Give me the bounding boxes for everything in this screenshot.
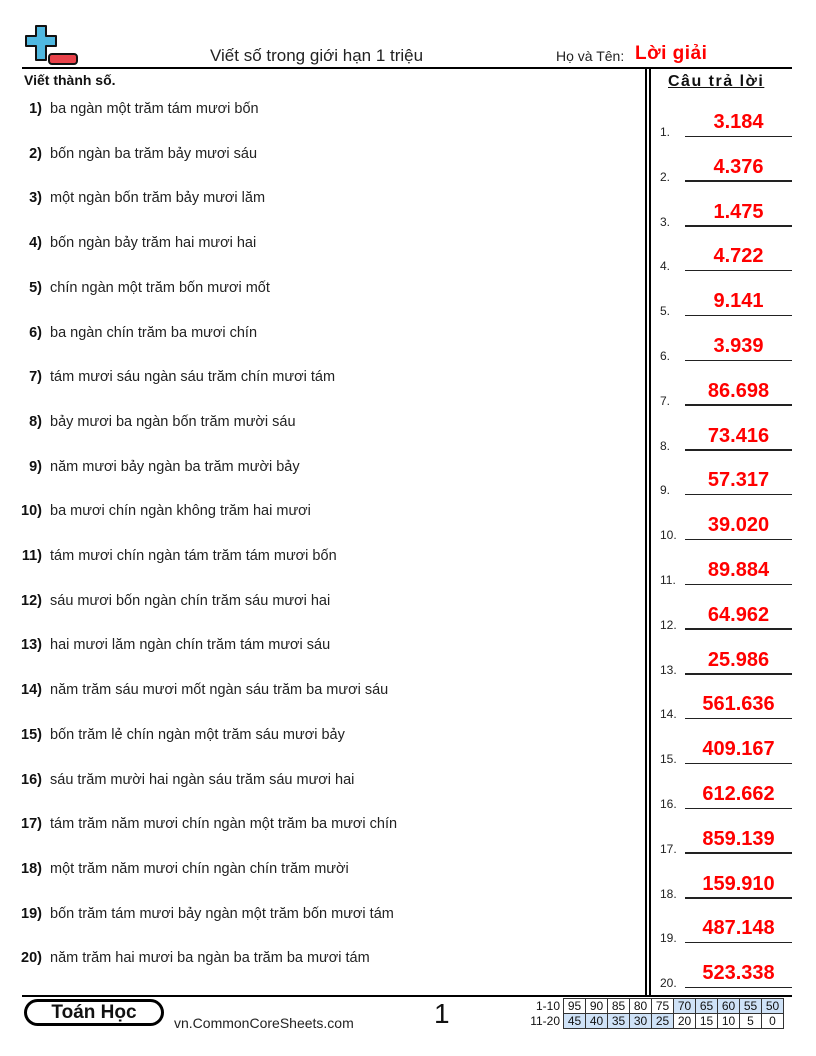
question-number: 15)	[21, 726, 42, 743]
answer-number: 19.	[660, 931, 677, 946]
question-text: bốn trăm lẻ chín ngàn một trăm sáu mươi bảy	[50, 726, 345, 743]
score-row	[525, 1014, 784, 1029]
answer-number: 4.	[660, 259, 671, 274]
score-cell: 50	[762, 999, 784, 1014]
score-cell: 25	[652, 1014, 674, 1029]
answer-value: 89.884	[707, 559, 770, 581]
answer-line	[685, 584, 792, 586]
answer-number: 15.	[660, 752, 677, 767]
question-text: bốn ngàn ba trăm bảy mươi sáu	[50, 145, 258, 162]
answer-value: 39.020	[707, 514, 770, 537]
answer-item	[658, 467, 792, 497]
answer-line	[685, 673, 792, 675]
answer-number: 7.	[660, 393, 671, 408]
question-number: 4)	[29, 235, 42, 252]
question-item	[0, 593, 330, 609]
answer-item	[658, 333, 792, 363]
answer-item	[658, 243, 792, 273]
answer-number: 6.	[660, 349, 671, 363]
answer-line	[685, 449, 792, 451]
question-number: 13)	[21, 637, 42, 654]
question-number: 18)	[21, 860, 42, 877]
question-item	[0, 146, 257, 162]
footer-rule	[22, 995, 792, 997]
answer-line	[685, 897, 792, 899]
header-rule	[22, 67, 792, 69]
answer-value: 487.148	[702, 917, 775, 940]
question-item	[0, 906, 394, 922]
answer-value: 409.167	[702, 738, 775, 761]
question-item	[0, 682, 388, 698]
answer-number: 9.	[660, 483, 671, 498]
score-cell: 0	[762, 1014, 784, 1029]
question-number: 6)	[29, 324, 42, 341]
name-value: Lời giải	[635, 43, 708, 64]
answer-number: 11.	[660, 573, 676, 587]
answer-line	[685, 852, 792, 854]
answer-value: 3.939	[713, 335, 764, 357]
answer-number: 8.	[660, 438, 671, 453]
answer-item	[658, 647, 792, 677]
answer-value: 86.698	[707, 379, 770, 402]
answer-value: 25.986	[707, 648, 770, 671]
question-number: 16)	[21, 771, 42, 788]
answer-value: 159.910	[702, 872, 775, 895]
answer-item	[658, 602, 792, 632]
brand-label: Toán Học	[27, 1002, 161, 1023]
brand-badge	[24, 999, 164, 1026]
question-text: một trăm năm mươi chín ngàn chín trăm mười	[50, 860, 349, 877]
answer-value: 57.317	[707, 469, 770, 492]
answer-item	[658, 960, 792, 990]
answer-number: 12.	[660, 617, 677, 632]
answer-line	[685, 987, 792, 989]
answer-line	[685, 763, 792, 765]
answer-value: 523.338	[702, 962, 775, 985]
question-number: 8)	[29, 413, 42, 430]
score-cell: 95	[564, 999, 586, 1014]
question-item	[0, 816, 397, 832]
question-text: bảy mươi ba ngàn bốn trăm mười sáu	[50, 413, 296, 430]
question-number: 9)	[29, 458, 42, 475]
question-number: 5)	[29, 279, 42, 296]
answer-item	[658, 915, 792, 945]
answer-item	[658, 199, 792, 229]
answer-number: 18.	[660, 886, 677, 901]
answer-number: 2.	[660, 169, 671, 184]
question-number: 20)	[21, 950, 42, 967]
question-text: tám mươi sáu ngàn sáu trăm chín mươi tám	[50, 369, 336, 386]
answer-line	[685, 315, 792, 317]
score-cell: 15	[696, 1014, 718, 1029]
question-item	[0, 190, 265, 206]
score-cell: 40	[586, 1014, 608, 1029]
answer-item	[658, 154, 792, 184]
answer-line	[685, 360, 792, 362]
answer-value: 64.962	[707, 603, 770, 626]
question-item	[0, 637, 330, 653]
question-item	[0, 727, 345, 743]
question-text: bốn ngàn bảy trăm hai mươi hai	[50, 235, 257, 252]
answer-value: 561.636	[702, 693, 775, 716]
answer-value: 612.662	[702, 783, 775, 805]
question-number: 10)	[21, 503, 42, 520]
question-item	[0, 861, 349, 877]
score-cell: 55	[740, 999, 762, 1014]
answer-number: 1.	[660, 125, 671, 139]
score-cell: 10	[718, 1014, 740, 1029]
answer-item	[658, 109, 792, 139]
question-text: ba ngàn chín trăm ba mươi chín	[50, 324, 258, 341]
answer-item	[658, 512, 792, 542]
score-cell: 5	[740, 1014, 762, 1029]
score-cell: 60	[718, 999, 740, 1014]
instructions: Viết thành số.	[24, 72, 116, 88]
question-number: 11)	[21, 548, 42, 564]
question-item	[0, 101, 259, 117]
answer-line	[685, 494, 792, 496]
answer-item	[658, 871, 792, 901]
logo-icon	[22, 24, 80, 66]
answer-line	[685, 225, 792, 227]
answer-value: 73.416	[707, 424, 770, 447]
answer-number: 17.	[660, 841, 677, 856]
question-text: chín ngàn một trăm bốn mươi mốt	[50, 279, 270, 296]
answer-number: 10.	[660, 528, 677, 543]
page-number: 1	[434, 998, 450, 1029]
answer-item	[658, 781, 792, 811]
question-item	[0, 950, 370, 966]
question-text: năm mươi bảy ngàn ba trăm mười bảy	[50, 458, 300, 475]
question-text: bốn trăm tám mươi bảy ngàn một trăm bốn mươi tám	[50, 905, 394, 922]
answer-line	[685, 628, 792, 630]
answer-line	[685, 942, 792, 944]
question-number: 12)	[21, 592, 42, 609]
question-number: 7)	[29, 369, 42, 386]
worksheet-title: Viết số trong giới hạn 1 triệu	[210, 46, 424, 65]
question-text: ba ngàn một trăm tám mươi bốn	[50, 101, 259, 117]
answer-item	[658, 378, 792, 408]
question-item	[0, 325, 257, 341]
question-number: 2)	[29, 145, 42, 162]
answer-value: 859.139	[702, 827, 775, 850]
question-item	[0, 369, 335, 385]
score-cell: 90	[586, 999, 608, 1014]
question-text: năm trăm sáu mươi mốt ngàn sáu trăm ba mươi sáu	[50, 682, 389, 699]
question-text: một ngàn bốn trăm bảy mươi lăm	[50, 190, 266, 207]
answer-heading: Câu trả lời	[668, 73, 765, 90]
answer-line	[685, 404, 792, 406]
question-item	[0, 548, 337, 564]
question-number: 3)	[29, 190, 42, 207]
answer-number: 3.	[660, 214, 671, 229]
answer-item	[658, 736, 792, 766]
question-item	[0, 772, 354, 788]
question-number: 17)	[21, 816, 42, 833]
score-range-label: 1-10	[535, 999, 560, 1013]
score-cell: 75	[652, 999, 674, 1014]
question-item	[0, 414, 296, 430]
answer-value: 1.475	[713, 200, 764, 223]
answer-item	[658, 826, 792, 856]
score-cell: 70	[674, 999, 696, 1014]
score-cell: 20	[674, 1014, 696, 1029]
answer-number: 14.	[660, 707, 677, 722]
name-label: Họ và Tên:	[556, 48, 625, 64]
score-cell: 85	[608, 999, 630, 1014]
answer-value: 4.376	[713, 155, 764, 178]
question-text: sáu mươi bốn ngàn chín trăm sáu mươi hai	[50, 592, 331, 609]
answer-item	[658, 691, 792, 721]
score-row	[525, 999, 784, 1014]
answer-line	[685, 270, 792, 272]
question-number: 1)	[29, 101, 42, 117]
question-text: năm trăm hai mươi ba ngàn ba trăm ba mươi tám	[50, 950, 370, 967]
answer-value: 9.141	[713, 290, 764, 313]
score-cell: 45	[564, 1014, 586, 1029]
question-item	[0, 235, 256, 251]
answer-line	[685, 136, 792, 138]
answer-line	[685, 539, 792, 541]
answer-number: 20.	[660, 976, 677, 991]
question-item	[0, 459, 300, 475]
question-text: ba mươi chín ngàn không trăm hai mươi	[50, 503, 311, 520]
question-text: tám trăm năm mươi chín ngàn một trăm ba mươi chín	[50, 816, 398, 833]
question-item	[0, 280, 270, 296]
answer-item	[658, 288, 792, 318]
column-divider	[645, 69, 651, 996]
score-cell: 65	[696, 999, 718, 1014]
score-table	[525, 998, 784, 1029]
question-text: tám mươi chín ngàn tám trăm tám mươi bốn	[50, 548, 337, 564]
question-text: sáu trăm mười hai ngàn sáu trăm sáu mươi hai	[50, 771, 355, 788]
question-number: 14)	[21, 682, 42, 699]
score-cell: 80	[630, 999, 652, 1014]
answer-number: 13.	[660, 662, 677, 677]
question-number: 19)	[21, 905, 42, 922]
answer-line	[685, 180, 792, 182]
answer-value: 3.184	[713, 111, 764, 133]
answer-item	[658, 423, 792, 453]
score-cell: 35	[608, 1014, 630, 1029]
question-text: hai mươi lăm ngàn chín trăm tám mươi sáu	[50, 637, 331, 654]
question-item	[0, 503, 311, 519]
answer-value: 4.722	[713, 245, 764, 268]
site-url: vn.CommonCoreSheets.com	[174, 1015, 354, 1031]
score-range-label: 11-20	[530, 1014, 560, 1028]
answer-number: 5.	[660, 304, 671, 319]
answer-item	[658, 557, 792, 587]
answer-line	[685, 808, 792, 810]
answer-number: 16.	[660, 797, 677, 811]
answer-line	[685, 718, 792, 720]
score-cell: 30	[630, 1014, 652, 1029]
